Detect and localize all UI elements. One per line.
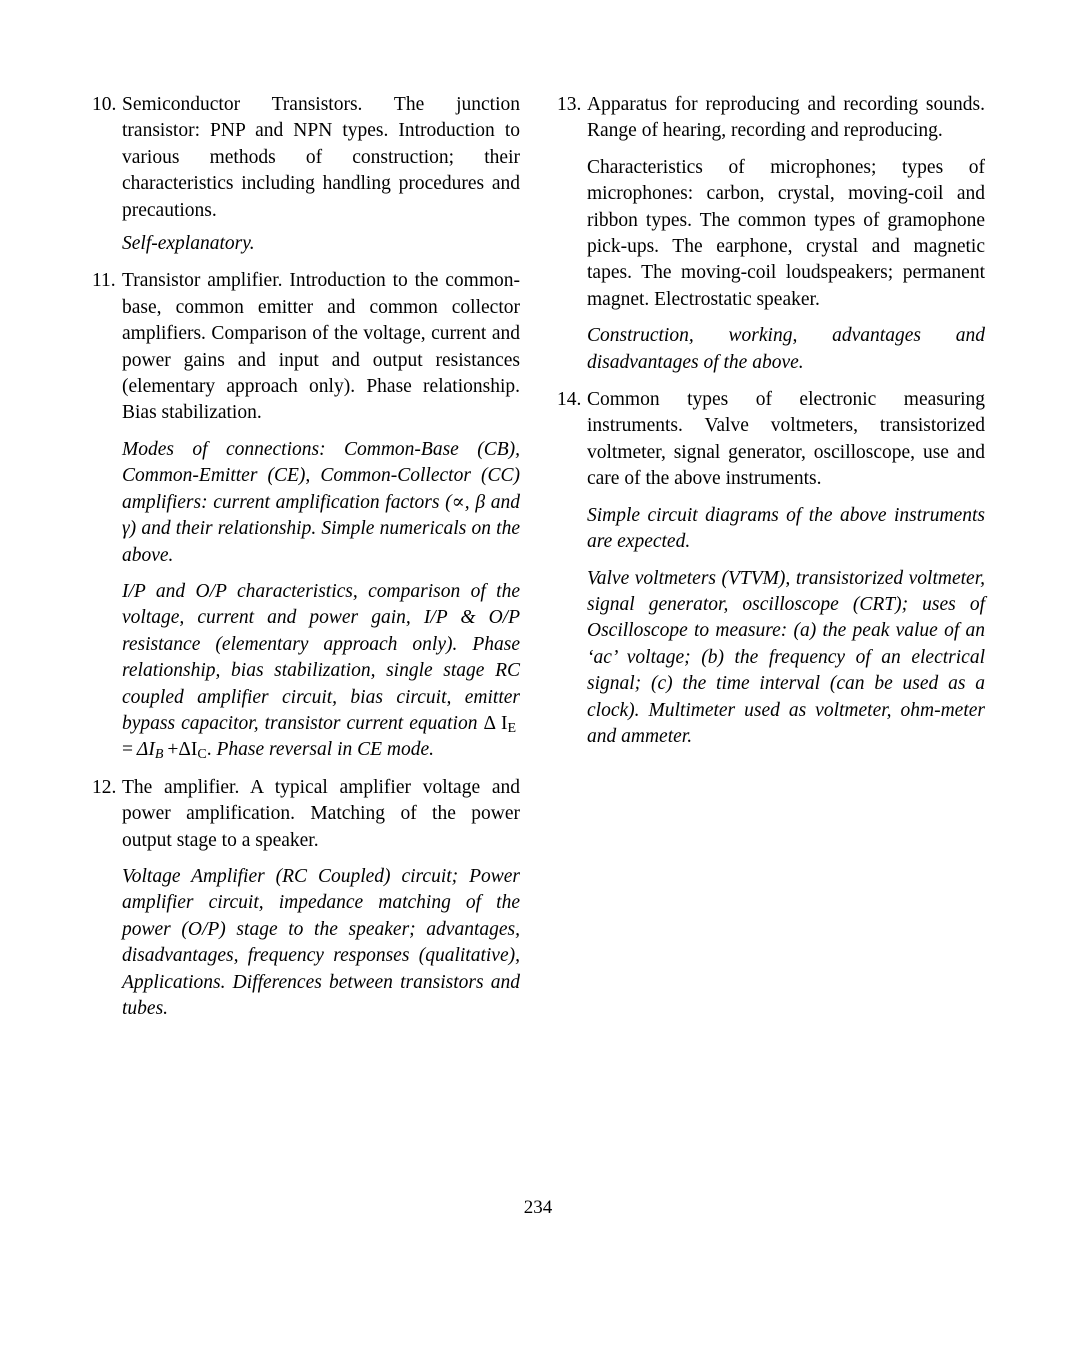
paragraph-note-equation	[122, 579, 520, 764]
paragraph-note-text: Construction, working, advantages and disadvantages of the above.	[587, 325, 985, 373]
paragraph-syllabus-text: Common types of electronic measuring instruments. Valve voltmeters, transistorized voltmeter, signal generator, oscilloscope, use and care of the above instruments.	[587, 389, 985, 490]
item-body	[122, 268, 520, 763]
two-column-body	[92, 92, 985, 1022]
paragraph-spacer	[122, 224, 520, 231]
transistor-current-equation: Δ $I_E = \Delta I_B +\Delta I_C$.	[122, 712, 520, 763]
list-item	[557, 92, 985, 376]
item-spacer	[557, 376, 985, 387]
paragraph-syllabus-text: The amplifier. A typical amplifier voltage and power amplification. Matching of the power output stage to a speaker.	[122, 776, 520, 851]
paragraph-spacer	[122, 854, 520, 864]
list-item	[92, 92, 520, 257]
paragraph-spacer	[587, 556, 985, 566]
equation-text-after: Phase reversal in CE mode.	[211, 739, 435, 761]
paragraph-syllabus-text: Transistor amplifier. Introduction to the common-base, common emitter and common collector amplifiers. Comparison of the voltage, current and power gains and input and output resistances (elementary approach only). Phase relationship. Bias stabilization.	[122, 270, 520, 424]
left-column	[92, 92, 520, 1022]
paragraph-syllabus-text: Semiconductor Transistors. The junction transistor: PNP and NPN types. Introduction to various methods of construction; their characteristics including handling procedures and precautions.	[122, 94, 520, 221]
paragraph-spacer	[122, 427, 520, 437]
equation-text-before: I/P and O/P characteristics, comparison of the voltage, current and power gain, I/P & O/P resistance (elementary approach only). Phase relationship, bias stabilization, single stage RC coupled amplifier circuit, bias circuit, emitter bypass capacitor, transistor current equation	[122, 580, 520, 734]
item-number: 12.	[92, 776, 117, 798]
paragraph-spacer	[587, 493, 985, 503]
paragraph-syllabus-detail: Characteristics of microphones; types of microphones: carbon, crystal, moving-coil and ribbon types. The common types of gramophone pick-ups. The earphone, crystal and magnetic tapes. The moving-coil loudspeakers; permanent magnet. Electrostatic speaker.	[587, 156, 985, 310]
item-body	[587, 92, 985, 376]
list-item	[92, 268, 520, 763]
item-body	[122, 775, 520, 1023]
list-item	[92, 775, 520, 1023]
paragraph-syllabus-text: Apparatus for reproducing and recording sounds. Range of hearing, recording and reproducing.	[587, 94, 985, 142]
item-body	[587, 387, 985, 750]
paragraph-note-text: Simple circuit diagrams of the above instruments are expected.	[587, 504, 985, 553]
item-number: 14.	[557, 389, 582, 411]
paragraph-note-text: Voltage Amplifier (RC Coupled) circuit; Power amplifier circuit, impedance matching of the power (O/P) stage to the speaker; advantages, disadvantages, frequency responses (qualitative), Applications. Differences between transistors and tubes.	[122, 865, 520, 1019]
item-body	[122, 92, 520, 257]
item-number: 13.	[557, 94, 582, 115]
paragraph-spacer	[587, 145, 985, 155]
page-number: 234	[523, 1197, 553, 1218]
paragraph-note-text: Modes of connections: Common-Base (CB), Common-Emitter (CE), Common-Collector (CC) amplifiers: current amplification factors (∝, β and γ) and their relationship. Simple numericals on the above.	[122, 438, 520, 566]
item-number: 10.	[92, 94, 117, 115]
item-spacer	[92, 764, 520, 775]
item-spacer	[92, 257, 520, 268]
paragraph-spacer	[587, 313, 985, 323]
list-item	[557, 387, 985, 750]
right-column	[557, 92, 985, 1022]
paragraph-note-detail: Valve voltmeters (VTVM), transistorized voltmeter, signal generator, oscilloscope (CRT); uses of Oscilloscope to measure: (a) the peak value of an ‘ac’ voltage; (b) the frequency of an electrical signal; (c) the time interval (can be used as a clock). Multimeter used as voltmeter, ohm-meter and ammeter.	[587, 567, 985, 747]
paragraph-spacer	[122, 569, 520, 579]
item-number: 11.	[92, 270, 116, 292]
paragraph-note-text: Self-explanatory.	[122, 233, 255, 255]
